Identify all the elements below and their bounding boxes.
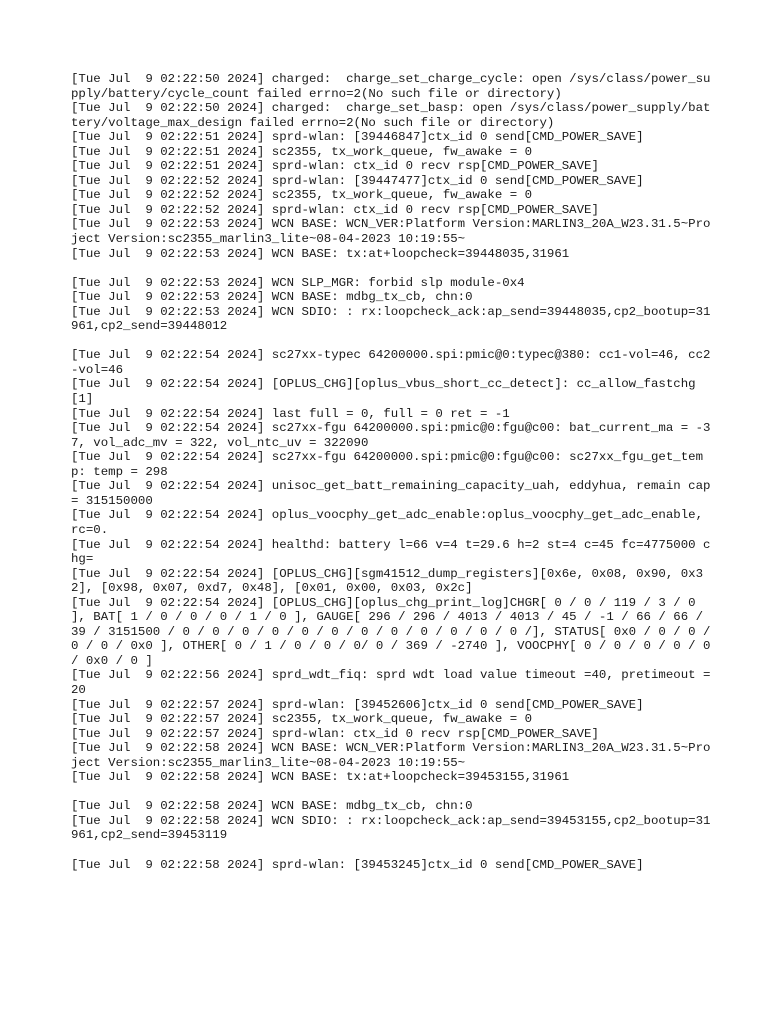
log-line: [Tue Jul 9 02:22:57 2024] sc2355, tx_work_queue, fw_awake = 0 — [71, 712, 533, 727]
log-line: [Tue Jul 9 02:22:52 2024] sprd-wlan: ctx_id 0 recv rsp[CMD_POWER_SAVE] — [71, 202, 599, 217]
log-line: [Tue Jul 9 02:22:52 2024] sc2355, tx_work_queue, fw_awake = 0 — [71, 188, 533, 203]
log-line: [Tue Jul 9 02:22:50 2024] charged: charge_set_basp: open /sys/class/power_supply/battery/voltage_max_design failed errno=2(No such file or directory) — [71, 101, 711, 130]
log-line: [Tue Jul 9 02:22:57 2024] sprd-wlan: ctx_id 0 recv rsp[CMD_POWER_SAVE] — [71, 726, 599, 741]
log-line: [Tue Jul 9 02:22:53 2024] WCN BASE: tx:at+loopcheck=39448035,31961 — [71, 246, 570, 261]
log-line: [Tue Jul 9 02:22:54 2024] oplus_voocphy_get_adc_enable:oplus_voocphy_get_adc_enable, rc=0. — [71, 508, 711, 537]
log-line: [Tue Jul 9 02:22:54 2024] sc27xx-fgu 64200000.spi:pmic@0:fgu@c00: sc27xx_fgu_get_temp: temp = 298 — [71, 450, 704, 479]
log-line: [Tue Jul 9 02:22:51 2024] sprd-wlan: ctx_id 0 recv rsp[CMD_POWER_SAVE] — [71, 159, 599, 174]
log-line: [Tue Jul 9 02:22:54 2024] unisoc_get_batt_remaining_capacity_uah, eddyhua, remain cap = 315150000 — [71, 479, 718, 508]
log-line: [Tue Jul 9 02:22:51 2024] sc2355, tx_work_queue, fw_awake = 0 — [71, 144, 533, 159]
log-line: [Tue Jul 9 02:22:58 2024] WCN BASE: WCN_VER:Platform Version:MARLIN3_20A_W23.31.5~Project Version:sc2355_marlin3_lite~08-04-2023 10:19:55~ — [71, 741, 711, 770]
log-line: [Tue Jul 9 02:22:58 2024] WCN SDIO: : rx:loopcheck_ack:ap_send=39453155,cp2_bootup=31961,cp2_send=39453119 — [71, 813, 711, 843]
log-line: [Tue Jul 9 02:22:58 2024] WCN BASE: tx:at+loopcheck=39453155,31961 — [71, 770, 570, 785]
log-line: [Tue Jul 9 02:22:52 2024] sprd-wlan: [39447477]ctx_id 0 send[CMD_POWER_SAVE] — [71, 173, 644, 188]
log-line: [Tue Jul 9 02:22:51 2024] sprd-wlan: [39446847]ctx_id 0 send[CMD_POWER_SAVE] — [71, 130, 644, 145]
blank-line — [71, 785, 711, 800]
blank-line — [71, 843, 711, 858]
log-line: [Tue Jul 9 02:22:58 2024] sprd-wlan: [39453245]ctx_id 0 send[CMD_POWER_SAVE] — [71, 857, 644, 872]
log-line: [Tue Jul 9 02:22:54 2024] [OPLUS_CHG][sgm41512_dump_registers][0x6e, 0x08, 0x90, 0x32], [0x98, 0x07, 0xd7, 0x48], [0x01, 0x00, 0x03, 0x2c] — [71, 566, 704, 596]
log-line: [Tue Jul 9 02:22:58 2024] WCN BASE: mdbg_tx_cb, chn:0 — [71, 799, 473, 814]
log-line: [Tue Jul 9 02:22:57 2024] sprd-wlan: [39452606]ctx_id 0 send[CMD_POWER_SAVE] — [71, 697, 644, 712]
log-line: [Tue Jul 9 02:22:53 2024] WCN BASE: WCN_VER:Platform Version:MARLIN3_20A_W23.31.5~Project Version:sc2355_marlin3_lite~08-04-2023 10:19:55~ — [71, 217, 711, 247]
log-line: [Tue Jul 9 02:22:54 2024] [OPLUS_CHG][oplus_vbus_short_cc_detect]: cc_allow_fastchg [1] — [71, 377, 704, 407]
log-line: [Tue Jul 9 02:22:50 2024] charged: charge_set_charge_cycle: open /sys/class/power_supply/battery/cycle_count failed errno=2(No such file or directory) — [71, 72, 711, 101]
log-line: [Tue Jul 9 02:22:54 2024] sc27xx-typec 64200000.spi:pmic@0:typec@380: cc1-vol=46, cc2-vol=46 — [71, 348, 711, 377]
log-page — [71, 72, 718, 872]
blank-line — [71, 334, 711, 349]
log-line: [Tue Jul 9 02:22:53 2024] WCN BASE: mdbg_tx_cb, chn:0 — [71, 290, 473, 305]
log-line: [Tue Jul 9 02:22:54 2024] healthd: battery l=66 v=4 t=29.6 h=2 st=4 c=45 fc=4775000 chg= — [71, 537, 711, 567]
log-line: [Tue Jul 9 02:22:53 2024] WCN SDIO: : rx:loopcheck_ack:ap_send=39448035,cp2_bootup=31961,cp2_send=39448012 — [71, 304, 711, 334]
log-line: [Tue Jul 9 02:22:56 2024] sprd_wdt_fiq: sprd wdt load value timeout =40, pretimeout =20 — [71, 668, 711, 697]
log-line: [Tue Jul 9 02:22:54 2024] last full = 0, full = 0 ret = -1 — [71, 406, 510, 421]
blank-line — [71, 261, 711, 276]
log-line: [Tue Jul 9 02:22:53 2024] WCN SLP_MGR: forbid slp module-0x4 — [71, 275, 525, 290]
log-line: [Tue Jul 9 02:22:54 2024] [OPLUS_CHG][oplus_chg_print_log]CHGR[ 0 / 0 / 119 / 3 / 0 ], BAT[ 1 / 0 / 0 / 0 / 1 / 0 ], GAUGE[ 296 / 296 / 4013 / 4013 / 45 / -1 / 66 / 66 / 39 / 3151500 / 0 / 0 / 0 / 0 / 0 / 0 / 0 / 0 / 0 / 0 / 0 / 0 /], STATUS[ 0x0 / 0 / 0 / 0 / 0 / 0x0 ], OTHER[ 0 / 1 / 0 / 0 / 0/ 0 / 369 / -2740 ], VOOCPHY[ 0 / 0 / 0 / 0 / 0 / 0x0 / 0 ] — [71, 595, 718, 668]
log-line: [Tue Jul 9 02:22:54 2024] sc27xx-fgu 64200000.spi:pmic@0:fgu@c00: bat_current_ma = -37, vol_adc_mv = 322, vol_ntc_uv = 322090 — [71, 421, 711, 450]
